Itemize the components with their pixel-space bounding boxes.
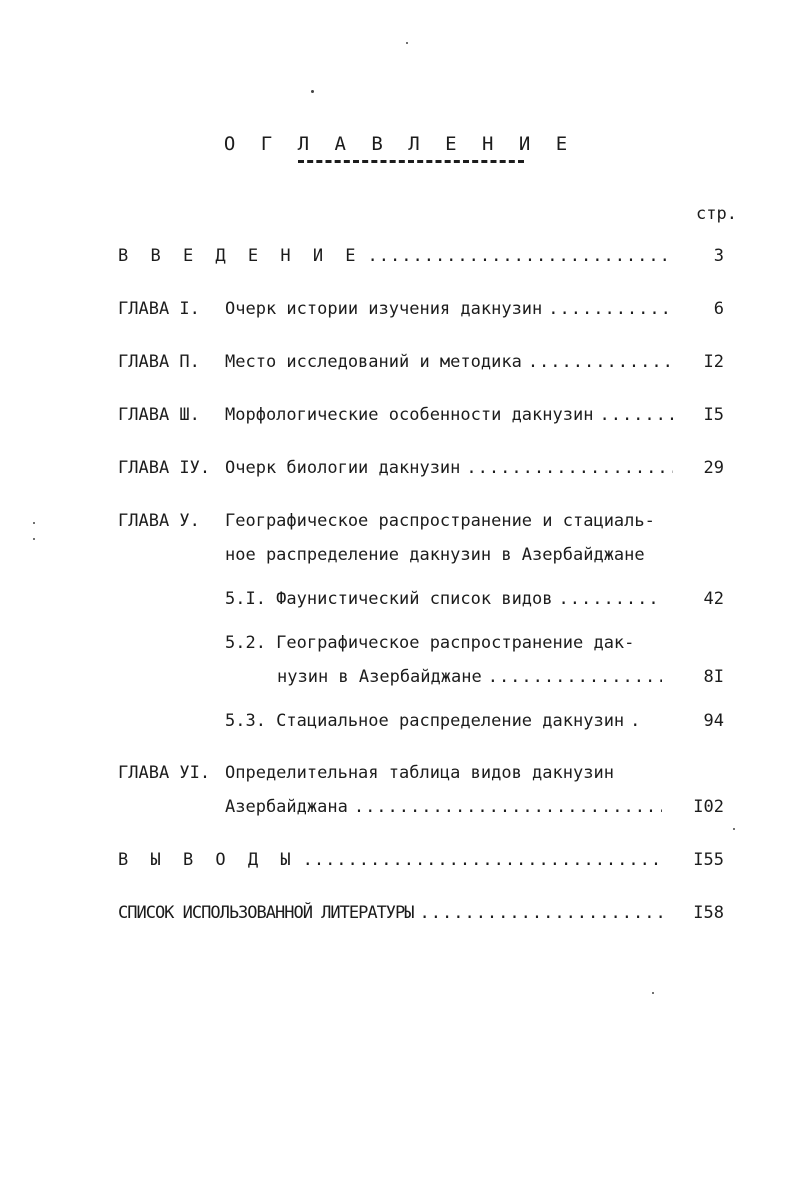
toc-entry-text: В Ы В О Д Ы bbox=[118, 850, 297, 870]
toc-page-number: I58 bbox=[693, 903, 724, 923]
toc-chapter-label: ГЛАВА У. bbox=[118, 511, 200, 531]
scan-speck bbox=[33, 522, 35, 524]
leader-dots bbox=[542, 296, 673, 322]
scan-speck bbox=[733, 828, 735, 830]
leader-dots bbox=[522, 349, 673, 375]
toc-entry-text: Морфологические особенности дакнузин bbox=[225, 405, 594, 425]
toc-entry-chapter-2 bbox=[118, 349, 673, 375]
toc-entry-chapter-3 bbox=[118, 402, 673, 428]
leader-dot: . bbox=[630, 711, 641, 731]
toc-entry-text: Очерк биологии дакнузин bbox=[225, 458, 461, 478]
toc-chapter-label: ГЛАВА Ш. bbox=[118, 405, 200, 425]
toc-entry-text: Очерк истории изучения дакнузин bbox=[225, 299, 543, 319]
toc-page-number: 42 bbox=[703, 589, 724, 609]
page-title: О Г Л А В Л Е Н И Е bbox=[223, 133, 575, 155]
toc-entry-text: нузин в Азербайджане bbox=[277, 667, 482, 687]
leader-dots bbox=[362, 243, 673, 269]
toc-entry-chapter-5-continuation: ное распределение дакнузин в Азербайджане bbox=[225, 545, 645, 565]
toc-entry-section-5-2-continuation bbox=[277, 664, 662, 690]
toc-entry-text: 5.I. Фаунистический список видов bbox=[225, 589, 553, 609]
toc-page-number: 94 bbox=[703, 711, 724, 731]
leader-dots bbox=[593, 402, 673, 428]
toc-entry-text: Место исследований и методика bbox=[225, 352, 522, 372]
toc-entry-chapter-1 bbox=[118, 296, 673, 322]
scan-speck bbox=[652, 992, 654, 994]
scan-speck bbox=[311, 90, 314, 93]
toc-entry-text: 5.3. Стациальное распределение дакнузин bbox=[225, 711, 625, 731]
toc-entry-text: СПИСОК ИСПОЛЬЗОВАННОЙ ЛИТЕРАТУРЫ bbox=[118, 903, 414, 923]
toc-entry-chapter-5 bbox=[118, 508, 678, 534]
toc-chapter-label: ГЛАВА I. bbox=[118, 299, 200, 319]
toc-page-number: I2 bbox=[703, 352, 724, 372]
toc-entry-section-5-2: 5.2. Географическое распространение дак- bbox=[225, 633, 635, 653]
toc-entry-introduction bbox=[118, 243, 673, 269]
leader-dots bbox=[553, 586, 662, 612]
toc-chapter-label: ГЛАВА УI. bbox=[118, 763, 211, 783]
leader-dots bbox=[348, 794, 662, 820]
toc-chapter-label: ГЛАВА П. bbox=[118, 352, 200, 372]
toc-page-number: I55 bbox=[693, 850, 724, 870]
toc-chapter-label: ГЛАВА IУ. bbox=[118, 458, 211, 478]
toc-entry-text: В В Е Д Е Н И Е bbox=[118, 246, 362, 266]
toc-entry-chapter-4 bbox=[118, 455, 673, 481]
toc-page-number: 3 bbox=[713, 246, 724, 266]
toc-page-number: 29 bbox=[703, 458, 724, 478]
leader-dots bbox=[297, 847, 662, 873]
toc-entry-bibliography bbox=[118, 900, 662, 926]
title-underline bbox=[298, 160, 524, 163]
toc-entry-text: Азербайджана bbox=[225, 797, 348, 817]
toc-entry-text-line1: Географическое распространение и стациаль- bbox=[225, 511, 655, 531]
scan-speck bbox=[406, 42, 408, 44]
leader-dots bbox=[414, 900, 662, 926]
toc-entry-chapter-6-continuation bbox=[225, 794, 662, 820]
toc-entry-section-5-1 bbox=[225, 586, 662, 612]
toc-page-number: 8I bbox=[703, 667, 724, 687]
toc-entry-section-5-3 bbox=[225, 708, 670, 734]
scan-speck bbox=[33, 538, 35, 540]
toc-entry-chapter-6 bbox=[118, 760, 658, 786]
toc-entry-conclusions bbox=[118, 847, 662, 873]
leader-dots bbox=[482, 664, 662, 690]
toc-page-number: I5 bbox=[703, 405, 724, 425]
leader-dots bbox=[460, 455, 673, 481]
toc-entry-text-line1: Определительная таблица видов дакнузин bbox=[225, 763, 614, 783]
toc-page-number: 6 bbox=[713, 299, 724, 319]
toc-page-number: I02 bbox=[693, 797, 724, 817]
page-column-header: стр. bbox=[696, 204, 737, 224]
